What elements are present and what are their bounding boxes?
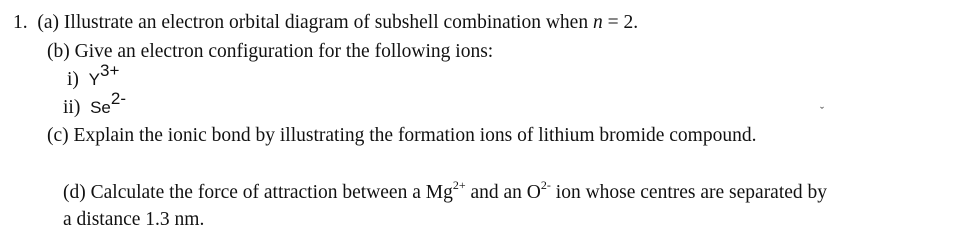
part-b-label: (b) <box>47 41 70 62</box>
item-ii-symbol: Se <box>90 98 111 117</box>
part-d-charge-1: 2+ <box>452 178 466 192</box>
part-d-charge-2: 2- <box>540 178 551 192</box>
item-ii-label: ii) <box>63 97 81 118</box>
part-d-label: (d) <box>63 182 86 203</box>
question-line-d2 <box>63 208 204 232</box>
part-a-equation: = 2. <box>602 12 639 33</box>
question-number: 1. <box>13 12 28 33</box>
question-line-a <box>13 11 638 35</box>
part-a-variable: n <box>592 12 603 33</box>
part-a-label: (a) <box>37 12 60 33</box>
part-d-text-2: and an O <box>470 182 541 203</box>
stray-mark: ˇ <box>820 104 824 118</box>
part-a-text: Illustrate an electron orbital diagram of subshell combination when <box>63 12 589 33</box>
part-c-text: Explain the ionic bond by illustrating the formation ions of lithium bromide compound. <box>73 125 757 146</box>
part-d-line-2: a distance 1.3 nm. <box>63 209 205 230</box>
question-line-c <box>47 124 756 148</box>
part-b-item-ii <box>63 89 127 120</box>
item-ii-charge: 2- <box>110 89 127 108</box>
part-c-label: (c) <box>47 125 69 146</box>
item-i-charge: 3+ <box>100 61 120 80</box>
part-b-text: Give an electron configuration for the following ions: <box>74 41 494 62</box>
part-d-text-3: ion whose centres are separated by <box>550 182 828 203</box>
item-i-symbol: Y <box>88 70 101 89</box>
question-line-d <box>63 178 828 206</box>
part-d-text-1: Calculate the force of attraction between a Mg <box>90 182 453 203</box>
item-i-label: i) <box>67 69 79 90</box>
